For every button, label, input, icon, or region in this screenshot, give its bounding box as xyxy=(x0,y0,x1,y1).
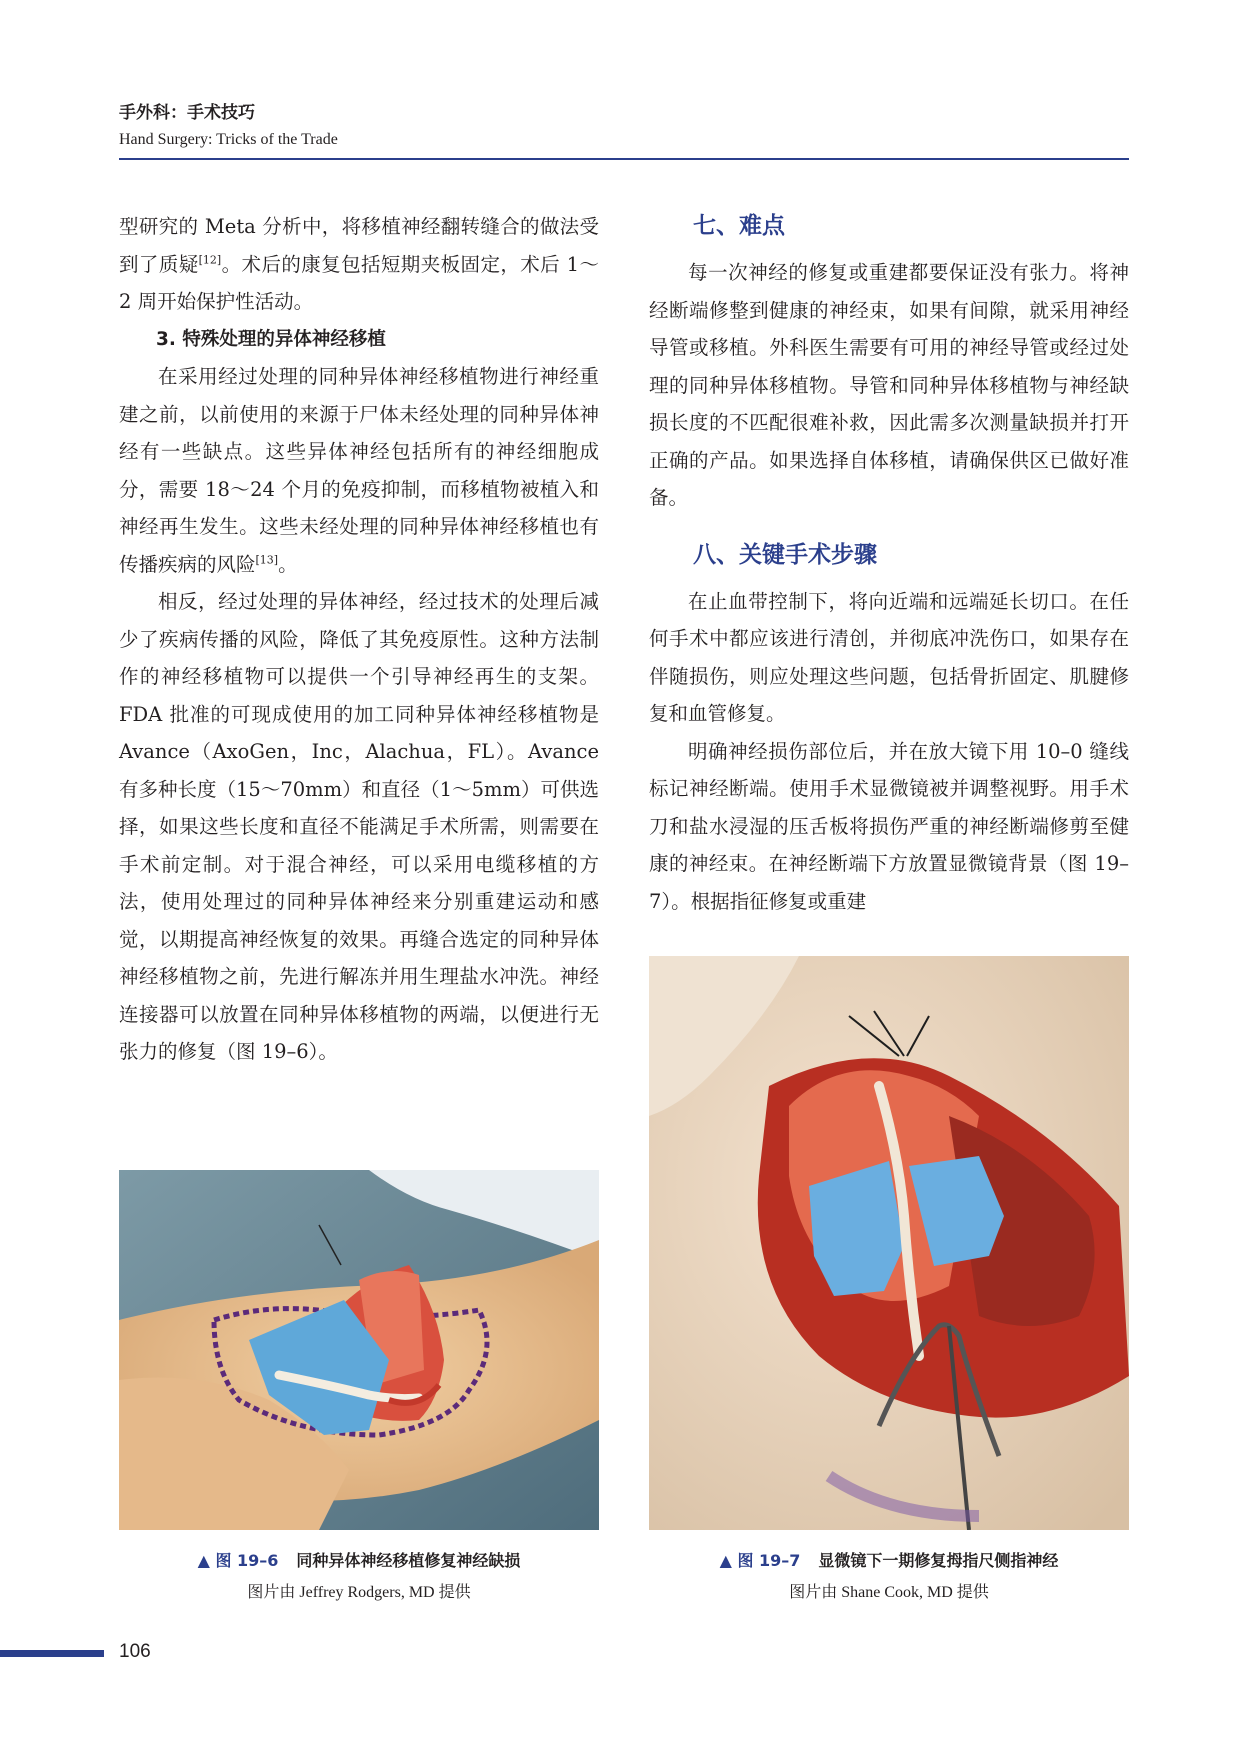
figure-19-7-caption xyxy=(649,1548,1129,1602)
text: 。 xyxy=(278,552,298,576)
left-column xyxy=(119,208,599,1071)
section-heading-difficulties: 七、难点 xyxy=(693,213,785,239)
paragraph-processed-allograft: 相反，经过处理的异体神经，经过技术的处理后减少了疾病传播的风险，降低了其免疫原性。这种方法制作的神经移植物可以提供一个引导神经再生的支架。FDA 批准的可现成使用的加工同种异体神经移植物是 Avance（AxoGen，Inc，Alachua，FL）。Avance 有多种长度（15～70mm）和直径（1～5mm）可供选择，如果这些长度和直径不能满足手术所需，则需要在手术前定制。对于混合神经，可以采用电缆移植的方法，使用处理过的同种异体神经来分别重建运动和感觉，以期提高神经恢复的效果。再缝合选定的同种异体神经移植物之前，先进行解冻并用生理盐水冲洗。神经连接器可以放置在同种异体移植物的两端，以便进行无张力的修复（图 19–6）。 xyxy=(119,590,599,1063)
caption-text: 显微镜下一期修复拇指尺侧指神经 xyxy=(818,1551,1059,1570)
figure-19-7-photo xyxy=(649,956,1129,1530)
surgical-photo-nerve-allograft xyxy=(119,1170,599,1530)
caption-credit: 图片由 Shane Cook, MD 提供 xyxy=(789,1584,989,1601)
figure-number: ▲ 图 19–6 xyxy=(197,1551,279,1570)
caption-title xyxy=(119,1548,599,1571)
text: 。术后的康复包括短期夹板固定，术后 1～2 周开始保护性活动。 xyxy=(119,252,599,313)
section-heading-key-steps: 八、关键手术步骤 xyxy=(693,541,877,568)
paragraph-key-steps-1: 在止血带控制下，将向近端和远端延长切口。在任何手术中都应该进行清创，并彻底冲洗伤口，如果存在伴随损伤，则应处理这些问题，包括骨折固定、肌腱修复和血管修复。 xyxy=(649,589,1129,725)
paragraph-difficulties: 每一次神经的修复或重建都要保证没有张力。将神经断端修整到健康的神经束，如果有间隙，就采用神经导管或移植。外科医生需要有可用的神经导管或经过处理的同种异体移植物。导管和同种异体移植物与神经缺损长度的不匹配很难补救，因此需多次测量缺损并打开正确的产品。如果选择自体移植，请确保供区已做好准备。 xyxy=(649,261,1129,509)
caption-credit: 图片由 Jeffrey Rodgers, MD 提供 xyxy=(247,1584,471,1601)
figure-19-6-photo xyxy=(119,1170,599,1530)
surgical-photo-microscope-repair xyxy=(649,956,1129,1530)
header-title-zh: 手外科：手术技巧 xyxy=(119,103,255,123)
page-number: 106 xyxy=(119,1641,151,1662)
figure-19-6-caption xyxy=(119,1548,599,1602)
running-header xyxy=(119,98,1129,149)
header-title-en: Hand Surgery: Tricks of the Trade xyxy=(119,131,338,148)
caption-text: 同种异体神经移植修复神经缺损 xyxy=(296,1551,521,1570)
text: 在采用经过处理的同种异体神经移植物进行神经重建之前，以前使用的来源于尸体未经处理的同种异体神经有一些缺点。这些异体神经包括所有的神经细胞成分，需要 18～24 个月的免疫抑制，而移植物被植入和神经再生发生。这些未经处理的同种异体神经移植也有传播疾病的风险 xyxy=(119,365,599,576)
header-rule xyxy=(119,158,1129,160)
reference-12: [12] xyxy=(198,253,222,266)
footer-accent-bar xyxy=(0,1650,104,1657)
reference-13: [13] xyxy=(255,553,279,566)
figure-number: ▲ 图 19–7 xyxy=(719,1551,801,1570)
caption-title xyxy=(649,1548,1129,1571)
right-column xyxy=(649,208,1129,920)
paragraph-allograft-drawbacks xyxy=(119,358,599,583)
subheading-processed-allograft: 3. 特殊处理的异体神经移植 xyxy=(156,328,386,350)
text: 型研究的 Meta 分析中，将移植神经翻转缝合的做法受到了质疑 xyxy=(119,215,599,276)
paragraph-continued xyxy=(119,208,599,321)
paragraph-key-steps-2: 明确神经损伤部位后，并在放大镜下用 10–0 缝线标记神经断端。使用手术显微镜被并调整视野。用手术刀和盐水浸湿的压舌板将损伤严重的神经断端修剪至健康的神经束。在神经断端下方放置显微镜背景（图 19–7）。根据指征修复或重建 xyxy=(649,739,1129,913)
